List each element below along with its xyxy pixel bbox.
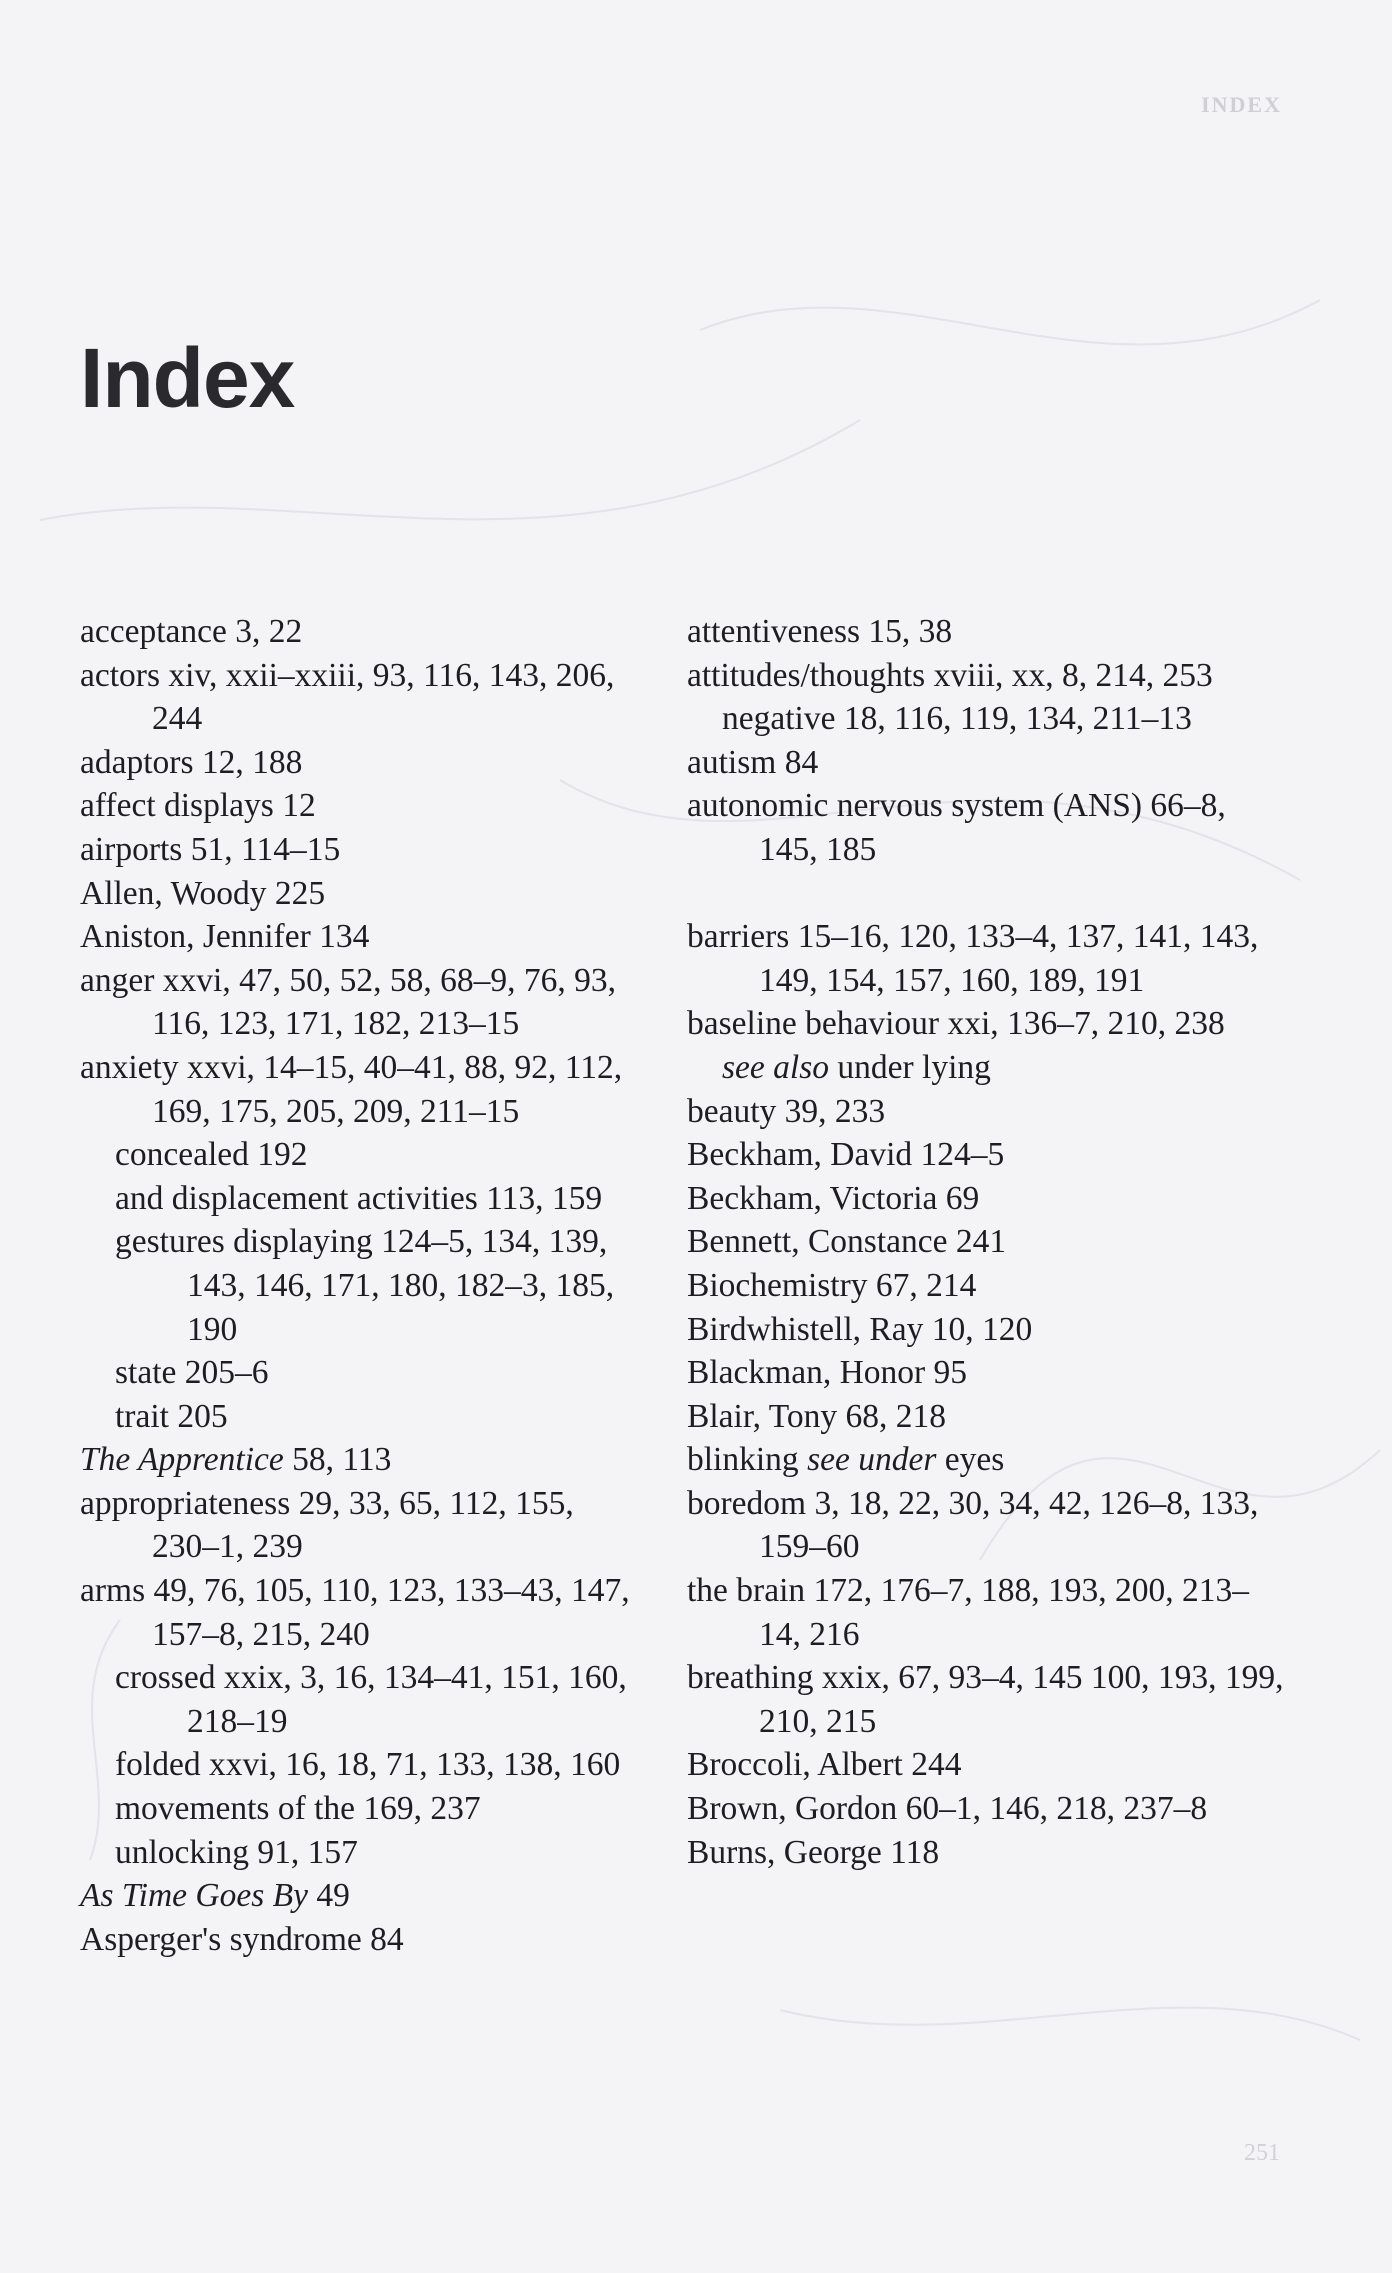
entry-page-refs: xxix, 3, 16, 134–41, 151, 160, 218–19: [187, 1659, 627, 1740]
entry-page-refs: 124–5, 134, 139, 143, 146, 171, 180, 182–3, 185, 190: [187, 1223, 615, 1348]
index-entry: [687, 741, 1287, 785]
entry-heading: negative: [722, 700, 836, 738]
page-title: Index: [80, 331, 295, 425]
entry-heading: Burns, George: [687, 1833, 882, 1871]
entry-page-refs: 67, 214: [875, 1266, 977, 1304]
index-subentry: [687, 697, 1287, 741]
entry-page-refs: 49: [316, 1877, 350, 1915]
entry-page-refs: 39, 233: [784, 1092, 886, 1130]
index-entry: [687, 1569, 1287, 1656]
index-entry: [80, 959, 640, 1046]
entry-heading: beauty: [687, 1092, 777, 1130]
entry-page-refs: 69: [945, 1179, 980, 1217]
index-entry: [687, 1395, 1287, 1439]
entry-heading: Allen, Woody: [80, 874, 267, 912]
index-entry: [80, 1918, 640, 1962]
entry-heading: autism: [687, 743, 777, 781]
index-entry: [687, 1002, 1287, 1046]
entry-page-refs: 12: [282, 787, 316, 825]
entry-page-refs: xxi, 136–7, 210, 238: [947, 1005, 1225, 1043]
entry-page-refs: 244: [911, 1746, 962, 1784]
entry-page-refs: 169, 237: [363, 1790, 481, 1828]
entry-heading: anxiety: [80, 1048, 179, 1086]
entry-heading: barriers: [687, 918, 790, 956]
entry-heading: gestures displaying: [115, 1223, 373, 1261]
entry-page-refs: 84: [784, 743, 819, 781]
entry-heading: affect displays: [80, 787, 274, 825]
entry-page-refs: eyes: [944, 1441, 1005, 1479]
index-entry: [80, 741, 640, 785]
entry-page-refs: xxvi, 14–15, 40–41, 88, 92, 112, 169, 175, 205, 209, 211–15: [152, 1048, 623, 1130]
entry-heading: As Time Goes By: [80, 1877, 308, 1915]
entry-page-refs: 95: [933, 1354, 968, 1392]
index-entry: [80, 1874, 640, 1918]
entry-page-refs: 29, 33, 65, 112, 155, 230–1, 239: [152, 1484, 574, 1566]
entry-heading: Beckham, David: [687, 1136, 913, 1174]
index-column-right: [687, 610, 1287, 1874]
index-entry: [80, 784, 640, 828]
entry-heading: unlocking: [115, 1833, 249, 1871]
entry-page-refs: 12, 188: [201, 743, 303, 781]
index-subentry: [80, 1743, 640, 1787]
entry-page-refs: 113, 159: [486, 1179, 603, 1217]
index-subentry: [80, 1177, 640, 1221]
index-entry: [80, 1482, 640, 1569]
index-subentry: [80, 1395, 640, 1439]
index-entry: [687, 1308, 1287, 1352]
index-entry: [687, 1482, 1287, 1569]
index-entry: [80, 828, 640, 872]
index-entry: [80, 1569, 640, 1656]
index-entry: [687, 1787, 1287, 1831]
entry-page-refs: 118: [890, 1833, 940, 1871]
entry-heading: concealed: [115, 1136, 249, 1174]
entry-page-refs: xiv, xxii–xxiii, 93, 116, 143, 206, 244: [152, 656, 615, 738]
entry-heading: The Apprentice: [80, 1441, 284, 1479]
entry-page-refs: 84: [370, 1920, 404, 1958]
entry-heading: acceptance: [80, 613, 227, 650]
running-head: INDEX: [1201, 92, 1282, 117]
entry-heading: appropriateness: [80, 1484, 291, 1522]
entry-heading: state: [115, 1354, 177, 1392]
entry-page-refs: 91, 157: [257, 1833, 358, 1871]
entry-heading: movements of the: [115, 1790, 356, 1828]
index-subentry: [80, 1351, 640, 1395]
entry-page-refs: 124–5: [920, 1136, 1005, 1174]
index-entry: [687, 1133, 1287, 1177]
index-entry: [687, 1831, 1287, 1875]
entry-heading: trait: [115, 1397, 169, 1435]
entry-page-refs: 18, 116, 119, 134, 211–13: [843, 700, 1192, 738]
entry-page-refs: xxvi, 47, 50, 52, 58, 68–9, 76, 93, 116, 123, 171, 182, 213–15: [152, 961, 616, 1043]
entry-heading: folded: [115, 1746, 201, 1784]
entry-heading: and displacement activities: [115, 1179, 478, 1217]
entry-page-refs: 66–8, 145, 185: [759, 787, 1226, 868]
index-subentry: [80, 1831, 640, 1875]
index-entry: [687, 1656, 1287, 1743]
index-entry: [80, 872, 640, 916]
index-column-left: [80, 610, 640, 1961]
entry-heading: adaptors: [80, 743, 194, 781]
entry-page-refs: 225: [274, 874, 326, 912]
index-entry: [80, 1438, 640, 1482]
index-entry: [687, 1264, 1287, 1308]
entry-heading: crossed: [115, 1659, 216, 1697]
entry-page-refs: 192: [257, 1136, 308, 1174]
index-entry: [687, 1351, 1287, 1395]
index-entry: [687, 1438, 1287, 1482]
entry-heading: Brown, Gordon: [687, 1790, 898, 1828]
entry-page-refs: 58, 113: [292, 1441, 392, 1479]
entry-page-refs: 3, 18, 22, 30, 34, 42, 126–8, 133, 159–60: [759, 1484, 1259, 1566]
index-entry: [687, 1177, 1287, 1221]
entry-heading: breathing: [687, 1659, 814, 1697]
index-entry: [687, 1743, 1287, 1787]
entry-page-refs: 15–16, 120, 133–4, 137, 141, 143, 149, 154, 157, 160, 189, 191: [759, 918, 1259, 999]
entry-heading: arms: [80, 1572, 146, 1610]
entry-heading: Aniston, Jennifer: [80, 918, 311, 956]
entry-heading: Bennett, Constance: [687, 1223, 948, 1261]
entry-page-refs: 205–6: [184, 1354, 269, 1392]
index-entry: [687, 1090, 1287, 1134]
entry-page-refs: xviii, xx, 8, 214, 253: [933, 656, 1213, 694]
entry-heading: the brain: [687, 1572, 806, 1610]
entry-heading: Broccoli, Albert: [687, 1746, 903, 1784]
index-entry: [687, 610, 1287, 654]
index-entry: [687, 915, 1287, 1002]
index-entry: [687, 654, 1287, 698]
entry-page-refs: 15, 38: [868, 613, 953, 650]
entry-heading: airports: [80, 830, 183, 868]
entry-page-refs: 205: [177, 1397, 228, 1435]
entry-page-refs: 3, 22: [235, 613, 303, 650]
entry-heading: Biochemistry: [687, 1266, 868, 1304]
cross-reference: see under: [807, 1441, 937, 1479]
page-number: 251: [1244, 2140, 1280, 2166]
index-subentry: [80, 1656, 640, 1743]
index-subentry: [80, 1787, 640, 1831]
index-entry: [687, 1220, 1287, 1264]
entry-page-refs: under lying: [837, 1048, 991, 1086]
entry-page-refs: 172, 176–7, 188, 193, 200, 213–14, 216: [759, 1572, 1250, 1653]
entry-heading: boredom: [687, 1484, 807, 1522]
entry-page-refs: xxix, 67, 93–4, 145 100, 193, 199, 210, 215: [759, 1659, 1284, 1740]
entry-heading: Blackman, Honor: [687, 1354, 926, 1392]
index-subentry: [80, 1133, 640, 1177]
cross-reference: see also: [722, 1048, 829, 1086]
entry-heading: Blair, Tony: [687, 1397, 838, 1435]
entry-heading: Birdwhistell, Ray: [687, 1310, 924, 1348]
entry-heading: attitudes/thoughts: [687, 656, 926, 694]
index-entry: [80, 654, 640, 741]
entry-heading: blinking: [687, 1441, 799, 1479]
entry-heading: baseline behaviour: [687, 1005, 940, 1043]
entry-page-refs: 60–1, 146, 218, 237–8: [905, 1790, 1208, 1828]
entry-heading: anger: [80, 961, 155, 999]
entry-page-refs: 68, 218: [845, 1397, 947, 1435]
entry-page-refs: xxvi, 16, 18, 71, 133, 138, 160: [208, 1746, 621, 1784]
entry-heading: Asperger's syndrome: [80, 1920, 362, 1958]
entry-heading: autonomic nervous system (ANS): [687, 787, 1142, 825]
index-subentry: [80, 1220, 640, 1351]
index-entry: [80, 1046, 640, 1133]
entry-heading: Beckham, Victoria: [687, 1179, 938, 1217]
entry-heading: actors: [80, 656, 160, 694]
index-entry: [80, 915, 640, 959]
index-subentry: [687, 1046, 1287, 1090]
entry-page-refs: 134: [319, 918, 370, 956]
entry-heading: attentiveness: [687, 613, 861, 650]
entry-page-refs: 51, 114–15: [190, 830, 341, 868]
index-entry: [687, 784, 1287, 871]
entry-page-refs: 49, 76, 105, 110, 123, 133–43, 147, 157–8, 215, 240: [152, 1572, 630, 1653]
entry-page-refs: 10, 120: [931, 1310, 1033, 1348]
entry-page-refs: 241: [955, 1223, 1007, 1261]
index-entry: [80, 610, 640, 654]
